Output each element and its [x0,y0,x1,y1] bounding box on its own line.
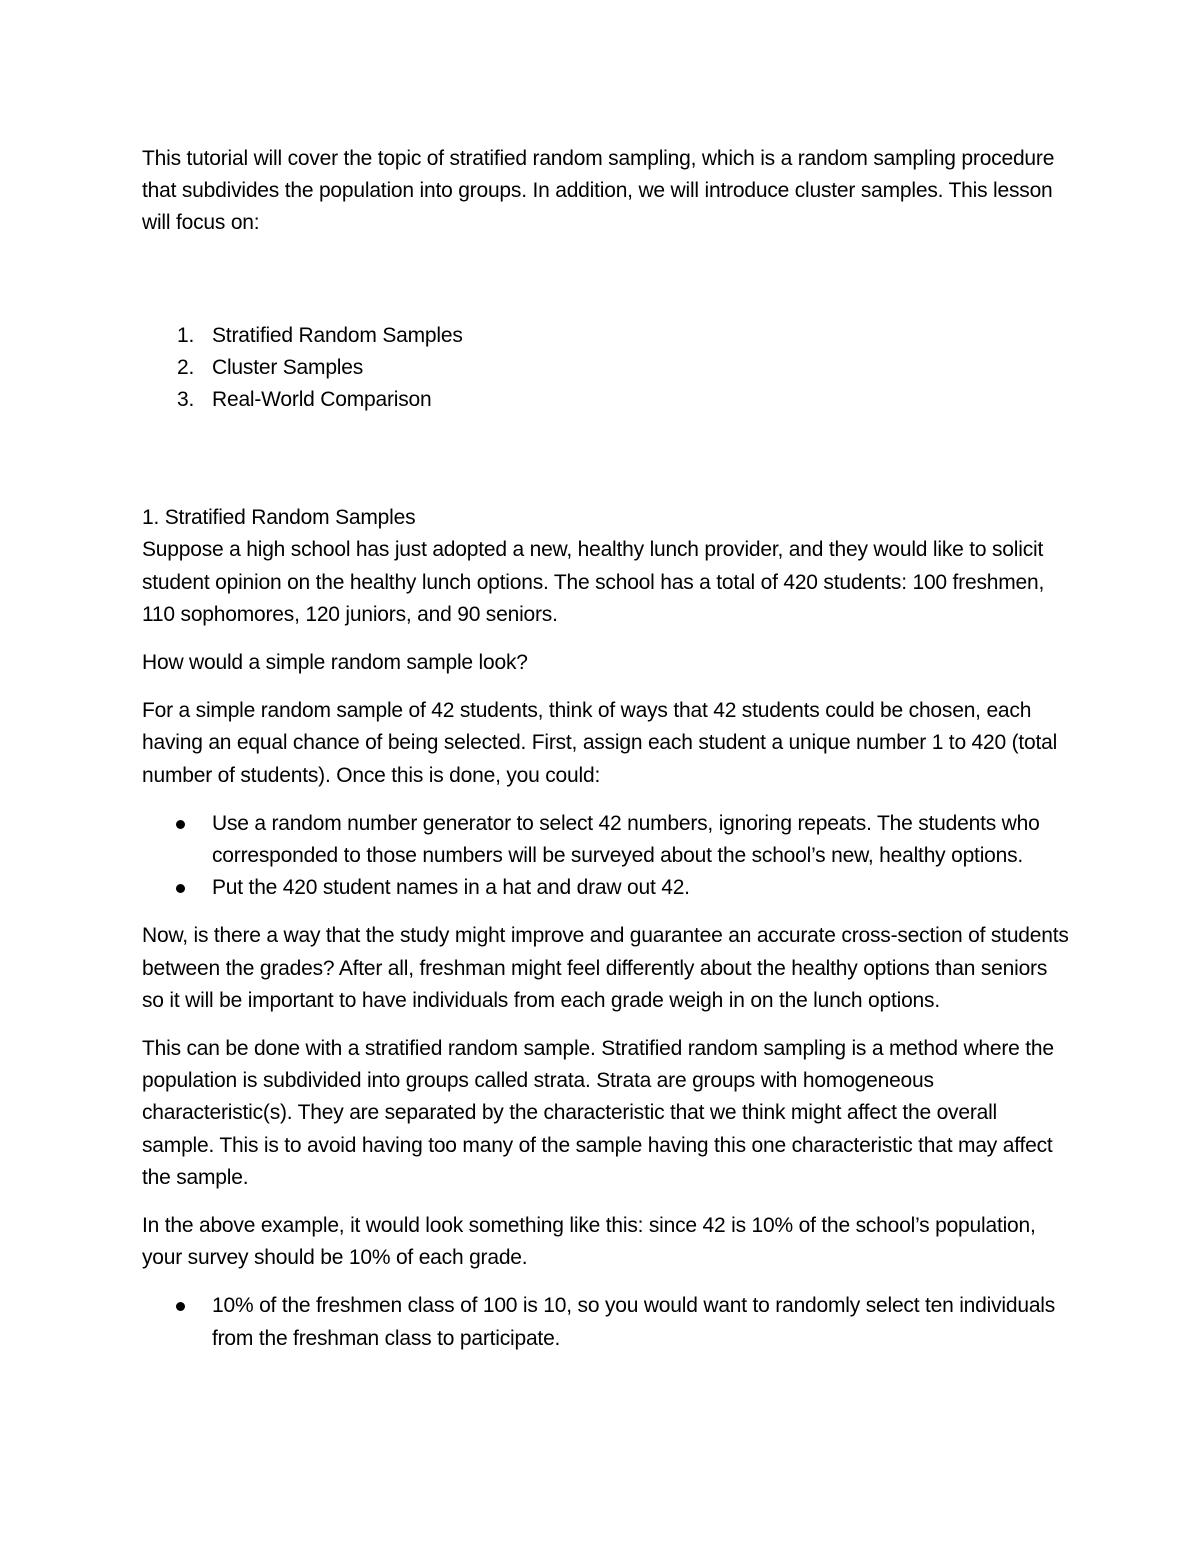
outline-item [142,320,1072,352]
bullet-item [142,872,1072,904]
body-paragraph: Now, is there a way that the study might improve and guarantee an accurate cross-section of students between the grades? After all, freshman might feel differently about the healthy options than seniors so it will be important to have individuals from each grade weigh in on the lunch options. [142,924,1069,1012]
body-paragraph: In the above example, it would look something like this: since 42 is 10% of the school’s population, your survey should be 10% of each grade. [142,1214,1036,1270]
document-body [142,143,1072,1371]
body-paragraph: Suppose a high school has just adopted a new, healthy lunch provider, and they would like to solicit student opinion on the healthy lunch options. The school has a total of 420 students: 100 freshmen, 110 sophomores, 120 juniors, and 90 seniors. [142,538,1045,626]
body-paragraph: For a simple random sample of 42 students, think of ways that 42 students could be chosen, each having an equal chance of being selected. First, assign each student a unique number 1 to 420 (total number of students). Once this is done, you could: [142,699,1058,787]
outline-item [142,352,1072,384]
bullet-icon [176,1302,185,1311]
bullet-icon [176,884,185,893]
section-heading: 1. Stratified Random Samples [142,506,416,530]
body-paragraph: How would a simple random sample look? [142,651,528,675]
bullet-list [142,1290,1072,1354]
body-paragraph: This can be done with a stratified random sample. Stratified random sampling is a method where the population is subdivided into groups called strata. Strata are groups with homogeneous characteristic(s). They are separated by the characteristic that we think might affect the overall sample. This is to avoid having too many of the sample having this one characteristic that may affect the sample. [142,1037,1054,1189]
bullet-item [142,808,1072,872]
bullet-text: Put the 420 student names in a hat and draw out 42. [212,876,690,900]
outline-text: Real-World Comparison [212,388,432,412]
bullet-list [142,808,1072,905]
bullet-text: Use a random number generator to select 42 numbers, ignoring repeats. The students who corresponded to those numbers will be surveyed about the school’s new, healthy options. [212,811,1040,868]
intro-paragraph: This tutorial will cover the topic of stratified random sampling, which is a random sampling procedure that subdivides the population into groups. In addition, we will introduce cluster samples. This lesson will focus on: [142,147,1055,235]
outline-item [142,384,1072,416]
lesson-outline [142,320,1072,417]
outline-number: 2. [177,355,195,379]
bullet-item [142,1290,1072,1354]
bullet-icon [176,820,185,829]
outline-text: Stratified Random Samples [212,323,463,347]
outline-text: Cluster Samples [212,355,364,379]
bullet-text: 10% of the freshmen class of 100 is 10, so you would want to randomly select ten individuals from the freshman class to participate. [212,1294,1056,1350]
outline-number: 1. [177,323,195,347]
outline-number: 3. [177,388,195,412]
